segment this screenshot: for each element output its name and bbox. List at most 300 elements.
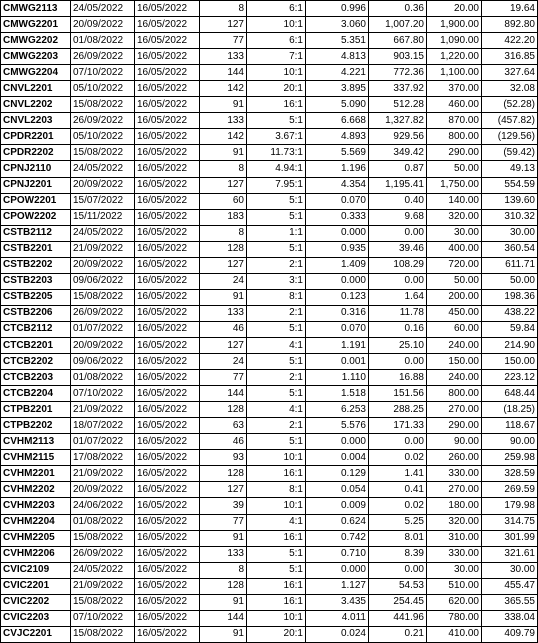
maturity-date-cell: 05/10/2022: [71, 129, 135, 145]
days-remaining-cell: 127: [200, 337, 247, 353]
conversion-ratio-cell: 5:1: [247, 193, 306, 209]
conversion-ratio-cell: 2:1: [247, 257, 306, 273]
conversion-ratio-cell: 11.73:1: [247, 145, 306, 161]
conversion-ratio-cell: 8:1: [247, 289, 306, 305]
valuation-date-cell: 16/05/2022: [135, 434, 200, 450]
difference-cell: 30.00: [482, 225, 538, 241]
table-row: [1, 129, 538, 145]
value-cell: 512.28: [369, 97, 427, 113]
strike-price-cell: 1,100.00: [427, 65, 482, 81]
valuation-date-cell: 16/05/2022: [135, 289, 200, 305]
warrant-code-cell: CTPB2202: [1, 418, 71, 434]
value-cell: 288.25: [369, 402, 427, 418]
strike-price-cell: 240.00: [427, 337, 482, 353]
difference-cell: 321.61: [482, 546, 538, 562]
conversion-ratio-cell: 10:1: [247, 65, 306, 81]
table-row: [1, 289, 538, 305]
table-row: [1, 145, 538, 161]
valuation-date-cell: 16/05/2022: [135, 129, 200, 145]
warrant-code-cell: CSTB2205: [1, 289, 71, 305]
table-row: [1, 209, 538, 225]
difference-cell: 360.54: [482, 241, 538, 257]
theoretical-price-cell: 0.000: [306, 273, 369, 289]
days-remaining-cell: 8: [200, 225, 247, 241]
difference-cell: 611.71: [482, 257, 538, 273]
conversion-ratio-cell: 10:1: [247, 498, 306, 514]
table-row: [1, 434, 538, 450]
theoretical-price-cell: 0.024: [306, 626, 369, 642]
strike-price-cell: 140.00: [427, 193, 482, 209]
days-remaining-cell: 24: [200, 273, 247, 289]
value-cell: 1,007.20: [369, 17, 427, 33]
strike-price-cell: 260.00: [427, 450, 482, 466]
warrant-code-cell: CVHM2115: [1, 450, 71, 466]
table-row: [1, 81, 538, 97]
table-row: [1, 386, 538, 402]
valuation-date-cell: 16/05/2022: [135, 594, 200, 610]
conversion-ratio-cell: 16:1: [247, 466, 306, 482]
days-remaining-cell: 142: [200, 81, 247, 97]
days-remaining-cell: 39: [200, 498, 247, 514]
strike-price-cell: 50.00: [427, 273, 482, 289]
strike-price-cell: 30.00: [427, 562, 482, 578]
valuation-date-cell: 16/05/2022: [135, 177, 200, 193]
value-cell: 11.78: [369, 305, 427, 321]
valuation-date-cell: 16/05/2022: [135, 17, 200, 33]
maturity-date-cell: 15/08/2022: [71, 145, 135, 161]
strike-price-cell: 330.00: [427, 466, 482, 482]
days-remaining-cell: 128: [200, 402, 247, 418]
table-row: [1, 466, 538, 482]
theoretical-price-cell: 0.009: [306, 498, 369, 514]
table-row: [1, 482, 538, 498]
valuation-date-cell: 16/05/2022: [135, 65, 200, 81]
theoretical-price-cell: 4.221: [306, 65, 369, 81]
difference-cell: 648.44: [482, 386, 538, 402]
strike-price-cell: 400.00: [427, 241, 482, 257]
value-cell: 0.00: [369, 273, 427, 289]
conversion-ratio-cell: 10:1: [247, 610, 306, 626]
valuation-date-cell: 16/05/2022: [135, 81, 200, 97]
strike-price-cell: 1,220.00: [427, 49, 482, 65]
warrant-code-cell: CSTB2112: [1, 225, 71, 241]
theoretical-price-cell: 4.893: [306, 129, 369, 145]
conversion-ratio-cell: 4:1: [247, 402, 306, 418]
strike-price-cell: 180.00: [427, 498, 482, 514]
theoretical-price-cell: 0.129: [306, 466, 369, 482]
warrant-code-cell: CNVL2202: [1, 97, 71, 113]
days-remaining-cell: 46: [200, 321, 247, 337]
warrant-code-cell: CMWG2203: [1, 49, 71, 65]
theoretical-price-cell: 3.895: [306, 81, 369, 97]
days-remaining-cell: 144: [200, 65, 247, 81]
table-row: [1, 354, 538, 370]
maturity-date-cell: 20/09/2022: [71, 482, 135, 498]
value-cell: 0.16: [369, 321, 427, 337]
days-remaining-cell: 183: [200, 209, 247, 225]
difference-cell: 30.00: [482, 562, 538, 578]
theoretical-price-cell: 1.518: [306, 386, 369, 402]
conversion-ratio-cell: 2:1: [247, 305, 306, 321]
valuation-date-cell: 16/05/2022: [135, 257, 200, 273]
value-cell: 0.00: [369, 434, 427, 450]
table-row: [1, 546, 538, 562]
maturity-date-cell: 15/08/2022: [71, 289, 135, 305]
valuation-date-cell: 16/05/2022: [135, 530, 200, 546]
warrant-code-cell: CVIC2203: [1, 610, 71, 626]
strike-price-cell: 780.00: [427, 610, 482, 626]
maturity-date-cell: 21/09/2022: [71, 241, 135, 257]
valuation-date-cell: 16/05/2022: [135, 514, 200, 530]
table-row: [1, 177, 538, 193]
difference-cell: 316.85: [482, 49, 538, 65]
maturity-date-cell: 01/07/2022: [71, 434, 135, 450]
days-remaining-cell: 60: [200, 193, 247, 209]
days-remaining-cell: 77: [200, 514, 247, 530]
warrant-code-cell: CVHM2206: [1, 546, 71, 562]
days-remaining-cell: 127: [200, 257, 247, 273]
difference-cell: 49.13: [482, 161, 538, 177]
value-cell: 1,327.82: [369, 113, 427, 129]
days-remaining-cell: 133: [200, 546, 247, 562]
table-row: [1, 257, 538, 273]
conversion-ratio-cell: 3:1: [247, 273, 306, 289]
value-cell: 0.00: [369, 225, 427, 241]
maturity-date-cell: 15/08/2022: [71, 594, 135, 610]
valuation-date-cell: 16/05/2022: [135, 145, 200, 161]
days-remaining-cell: 77: [200, 370, 247, 386]
warrant-code-cell: CTPB2201: [1, 402, 71, 418]
valuation-date-cell: 16/05/2022: [135, 418, 200, 434]
days-remaining-cell: 24: [200, 354, 247, 370]
conversion-ratio-cell: 5:1: [247, 113, 306, 129]
valuation-date-cell: 16/05/2022: [135, 610, 200, 626]
conversion-ratio-cell: 7.95:1: [247, 177, 306, 193]
difference-cell: 50.00: [482, 273, 538, 289]
strike-price-cell: 410.00: [427, 626, 482, 642]
theoretical-price-cell: 0.000: [306, 434, 369, 450]
maturity-date-cell: 09/06/2022: [71, 354, 135, 370]
value-cell: 0.02: [369, 498, 427, 514]
value-cell: 8.01: [369, 530, 427, 546]
table-row: [1, 530, 538, 546]
days-remaining-cell: 77: [200, 33, 247, 49]
value-cell: 0.36: [369, 1, 427, 17]
table-row: [1, 321, 538, 337]
strike-price-cell: 240.00: [427, 370, 482, 386]
theoretical-price-cell: 0.316: [306, 305, 369, 321]
strike-price-cell: 870.00: [427, 113, 482, 129]
value-cell: 929.56: [369, 129, 427, 145]
theoretical-price-cell: 0.333: [306, 209, 369, 225]
difference-cell: 198.36: [482, 289, 538, 305]
table-row: [1, 626, 538, 642]
value-cell: 0.21: [369, 626, 427, 642]
days-remaining-cell: 8: [200, 161, 247, 177]
conversion-ratio-cell: 16:1: [247, 578, 306, 594]
value-cell: 54.53: [369, 578, 427, 594]
table-row: [1, 1, 538, 17]
conversion-ratio-cell: 5:1: [247, 241, 306, 257]
valuation-date-cell: 16/05/2022: [135, 209, 200, 225]
strike-price-cell: 720.00: [427, 257, 482, 273]
difference-cell: 422.20: [482, 33, 538, 49]
value-cell: 171.33: [369, 418, 427, 434]
warrant-code-cell: CPDR2202: [1, 145, 71, 161]
valuation-date-cell: 16/05/2022: [135, 273, 200, 289]
strike-price-cell: 1,090.00: [427, 33, 482, 49]
valuation-date-cell: 16/05/2022: [135, 161, 200, 177]
theoretical-price-cell: 0.935: [306, 241, 369, 257]
conversion-ratio-cell: 7:1: [247, 49, 306, 65]
warrant-code-cell: CPDR2201: [1, 129, 71, 145]
conversion-ratio-cell: 4.94:1: [247, 161, 306, 177]
table-row: [1, 402, 538, 418]
maturity-date-cell: 01/08/2022: [71, 370, 135, 386]
valuation-date-cell: 16/05/2022: [135, 482, 200, 498]
strike-price-cell: 60.00: [427, 321, 482, 337]
conversion-ratio-cell: 2:1: [247, 418, 306, 434]
table-row: [1, 418, 538, 434]
difference-cell: 269.59: [482, 482, 538, 498]
difference-cell: 90.00: [482, 434, 538, 450]
difference-cell: 118.67: [482, 418, 538, 434]
maturity-date-cell: 15/07/2022: [71, 193, 135, 209]
theoretical-price-cell: 0.742: [306, 530, 369, 546]
days-remaining-cell: 93: [200, 450, 247, 466]
days-remaining-cell: 63: [200, 418, 247, 434]
strike-price-cell: 270.00: [427, 482, 482, 498]
theoretical-price-cell: 0.004: [306, 450, 369, 466]
difference-cell: 19.64: [482, 1, 538, 17]
value-cell: 1,195.41: [369, 177, 427, 193]
warrant-code-cell: CMWG2201: [1, 17, 71, 33]
table-row: [1, 337, 538, 353]
theoretical-price-cell: 0.710: [306, 546, 369, 562]
warrant-code-cell: CMWG2113: [1, 1, 71, 17]
difference-cell: 455.47: [482, 578, 538, 594]
value-cell: 0.02: [369, 450, 427, 466]
conversion-ratio-cell: 5:1: [247, 321, 306, 337]
strike-price-cell: 90.00: [427, 434, 482, 450]
theoretical-price-cell: 3.060: [306, 17, 369, 33]
valuation-date-cell: 16/05/2022: [135, 337, 200, 353]
table-row: [1, 225, 538, 241]
valuation-date-cell: 16/05/2022: [135, 450, 200, 466]
difference-cell: 223.12: [482, 370, 538, 386]
maturity-date-cell: 24/05/2022: [71, 225, 135, 241]
strike-price-cell: 800.00: [427, 129, 482, 145]
value-cell: 5.25: [369, 514, 427, 530]
difference-cell: (129.56): [482, 129, 538, 145]
table-row: [1, 49, 538, 65]
maturity-date-cell: 07/10/2022: [71, 386, 135, 402]
maturity-date-cell: 17/08/2022: [71, 450, 135, 466]
conversion-ratio-cell: 2:1: [247, 370, 306, 386]
theoretical-price-cell: 3.435: [306, 594, 369, 610]
maturity-date-cell: 24/05/2022: [71, 161, 135, 177]
value-cell: 337.92: [369, 81, 427, 97]
conversion-ratio-cell: 5:1: [247, 546, 306, 562]
value-cell: 39.46: [369, 241, 427, 257]
conversion-ratio-cell: 5:1: [247, 354, 306, 370]
maturity-date-cell: 15/08/2022: [71, 626, 135, 642]
days-remaining-cell: 127: [200, 177, 247, 193]
warrant-code-cell: CPOW2201: [1, 193, 71, 209]
maturity-date-cell: 20/09/2022: [71, 257, 135, 273]
theoretical-price-cell: 0.123: [306, 289, 369, 305]
maturity-date-cell: 20/09/2022: [71, 177, 135, 193]
strike-price-cell: 270.00: [427, 402, 482, 418]
maturity-date-cell: 18/07/2022: [71, 418, 135, 434]
difference-cell: (52.28): [482, 97, 538, 113]
days-remaining-cell: 91: [200, 594, 247, 610]
conversion-ratio-cell: 16:1: [247, 530, 306, 546]
strike-price-cell: 200.00: [427, 289, 482, 305]
conversion-ratio-cell: 1:1: [247, 225, 306, 241]
warrant-code-cell: CVIC2109: [1, 562, 71, 578]
value-cell: 254.45: [369, 594, 427, 610]
warrant-code-cell: CVIC2201: [1, 578, 71, 594]
difference-cell: 327.64: [482, 65, 538, 81]
maturity-date-cell: 01/08/2022: [71, 514, 135, 530]
warrant-code-cell: CPOW2202: [1, 209, 71, 225]
days-remaining-cell: 127: [200, 17, 247, 33]
difference-cell: 150.00: [482, 354, 538, 370]
conversion-ratio-cell: 20:1: [247, 81, 306, 97]
maturity-date-cell: 07/10/2022: [71, 65, 135, 81]
table-body: [1, 1, 538, 643]
value-cell: 108.29: [369, 257, 427, 273]
maturity-date-cell: 21/09/2022: [71, 402, 135, 418]
warrant-code-cell: CVHM2201: [1, 466, 71, 482]
maturity-date-cell: 24/05/2022: [71, 562, 135, 578]
valuation-date-cell: 16/05/2022: [135, 305, 200, 321]
table-row: [1, 97, 538, 113]
valuation-date-cell: 16/05/2022: [135, 498, 200, 514]
valuation-date-cell: 16/05/2022: [135, 546, 200, 562]
warrant-code-cell: CNVL2203: [1, 113, 71, 129]
warrant-code-cell: CSTB2201: [1, 241, 71, 257]
difference-cell: 314.75: [482, 514, 538, 530]
valuation-date-cell: 16/05/2022: [135, 402, 200, 418]
valuation-date-cell: 16/05/2022: [135, 225, 200, 241]
value-cell: 903.15: [369, 49, 427, 65]
difference-cell: 438.22: [482, 305, 538, 321]
strike-price-cell: 510.00: [427, 578, 482, 594]
maturity-date-cell: 20/09/2022: [71, 17, 135, 33]
conversion-ratio-cell: 8:1: [247, 482, 306, 498]
theoretical-price-cell: 4.354: [306, 177, 369, 193]
days-remaining-cell: 8: [200, 562, 247, 578]
table-row: [1, 17, 538, 33]
theoretical-price-cell: 0.624: [306, 514, 369, 530]
difference-cell: (457.82): [482, 113, 538, 129]
theoretical-price-cell: 0.000: [306, 562, 369, 578]
conversion-ratio-cell: 10:1: [247, 17, 306, 33]
days-remaining-cell: 127: [200, 482, 247, 498]
valuation-date-cell: 16/05/2022: [135, 370, 200, 386]
maturity-date-cell: 07/10/2022: [71, 610, 135, 626]
warrant-code-cell: CPNJ2201: [1, 177, 71, 193]
strike-price-cell: 290.00: [427, 418, 482, 434]
value-cell: 9.68: [369, 209, 427, 225]
difference-cell: 554.59: [482, 177, 538, 193]
table-row: [1, 594, 538, 610]
warrant-code-cell: CTCB2204: [1, 386, 71, 402]
maturity-date-cell: 21/09/2022: [71, 466, 135, 482]
conversion-ratio-cell: 4:1: [247, 514, 306, 530]
theoretical-price-cell: 5.351: [306, 33, 369, 49]
value-cell: 151.56: [369, 386, 427, 402]
valuation-date-cell: 16/05/2022: [135, 562, 200, 578]
days-remaining-cell: 91: [200, 145, 247, 161]
days-remaining-cell: 142: [200, 129, 247, 145]
conversion-ratio-cell: 4:1: [247, 337, 306, 353]
valuation-date-cell: 16/05/2022: [135, 241, 200, 257]
difference-cell: 59.84: [482, 321, 538, 337]
difference-cell: 259.98: [482, 450, 538, 466]
strike-price-cell: 370.00: [427, 81, 482, 97]
days-remaining-cell: 8: [200, 1, 247, 17]
warrant-code-cell: CVHM2205: [1, 530, 71, 546]
warrant-code-cell: CVHM2113: [1, 434, 71, 450]
table-row: [1, 305, 538, 321]
table-row: [1, 498, 538, 514]
valuation-date-cell: 16/05/2022: [135, 1, 200, 17]
maturity-date-cell: 24/05/2022: [71, 1, 135, 17]
days-remaining-cell: 91: [200, 530, 247, 546]
conversion-ratio-cell: 6:1: [247, 33, 306, 49]
difference-cell: (59.42): [482, 145, 538, 161]
days-remaining-cell: 144: [200, 386, 247, 402]
theoretical-price-cell: 6.668: [306, 113, 369, 129]
warrant-code-cell: CVHM2204: [1, 514, 71, 530]
valuation-date-cell: 16/05/2022: [135, 321, 200, 337]
value-cell: 1.64: [369, 289, 427, 305]
days-remaining-cell: 133: [200, 113, 247, 129]
warrant-code-cell: CTCB2201: [1, 337, 71, 353]
strike-price-cell: 1,900.00: [427, 17, 482, 33]
table-row: [1, 161, 538, 177]
days-remaining-cell: 46: [200, 434, 247, 450]
warrant-code-cell: CTCB2203: [1, 370, 71, 386]
strike-price-cell: 1,750.00: [427, 177, 482, 193]
value-cell: 8.39: [369, 546, 427, 562]
theoretical-price-cell: 4.011: [306, 610, 369, 626]
strike-price-cell: 320.00: [427, 514, 482, 530]
maturity-date-cell: 26/09/2022: [71, 546, 135, 562]
difference-cell: 301.99: [482, 530, 538, 546]
conversion-ratio-cell: 5:1: [247, 434, 306, 450]
difference-cell: 32.08: [482, 81, 538, 97]
days-remaining-cell: 128: [200, 578, 247, 594]
value-cell: 1.41: [369, 466, 427, 482]
valuation-date-cell: 16/05/2022: [135, 193, 200, 209]
warrant-code-cell: CNVL2201: [1, 81, 71, 97]
theoretical-price-cell: 0.001: [306, 354, 369, 370]
strike-price-cell: 310.00: [427, 530, 482, 546]
maturity-date-cell: 05/10/2022: [71, 81, 135, 97]
table-row: [1, 610, 538, 626]
difference-cell: 179.98: [482, 498, 538, 514]
theoretical-price-cell: 0.996: [306, 1, 369, 17]
table-row: [1, 65, 538, 81]
days-remaining-cell: 91: [200, 289, 247, 305]
warrant-code-cell: CVHM2203: [1, 498, 71, 514]
valuation-date-cell: 16/05/2022: [135, 97, 200, 113]
strike-price-cell: 30.00: [427, 225, 482, 241]
